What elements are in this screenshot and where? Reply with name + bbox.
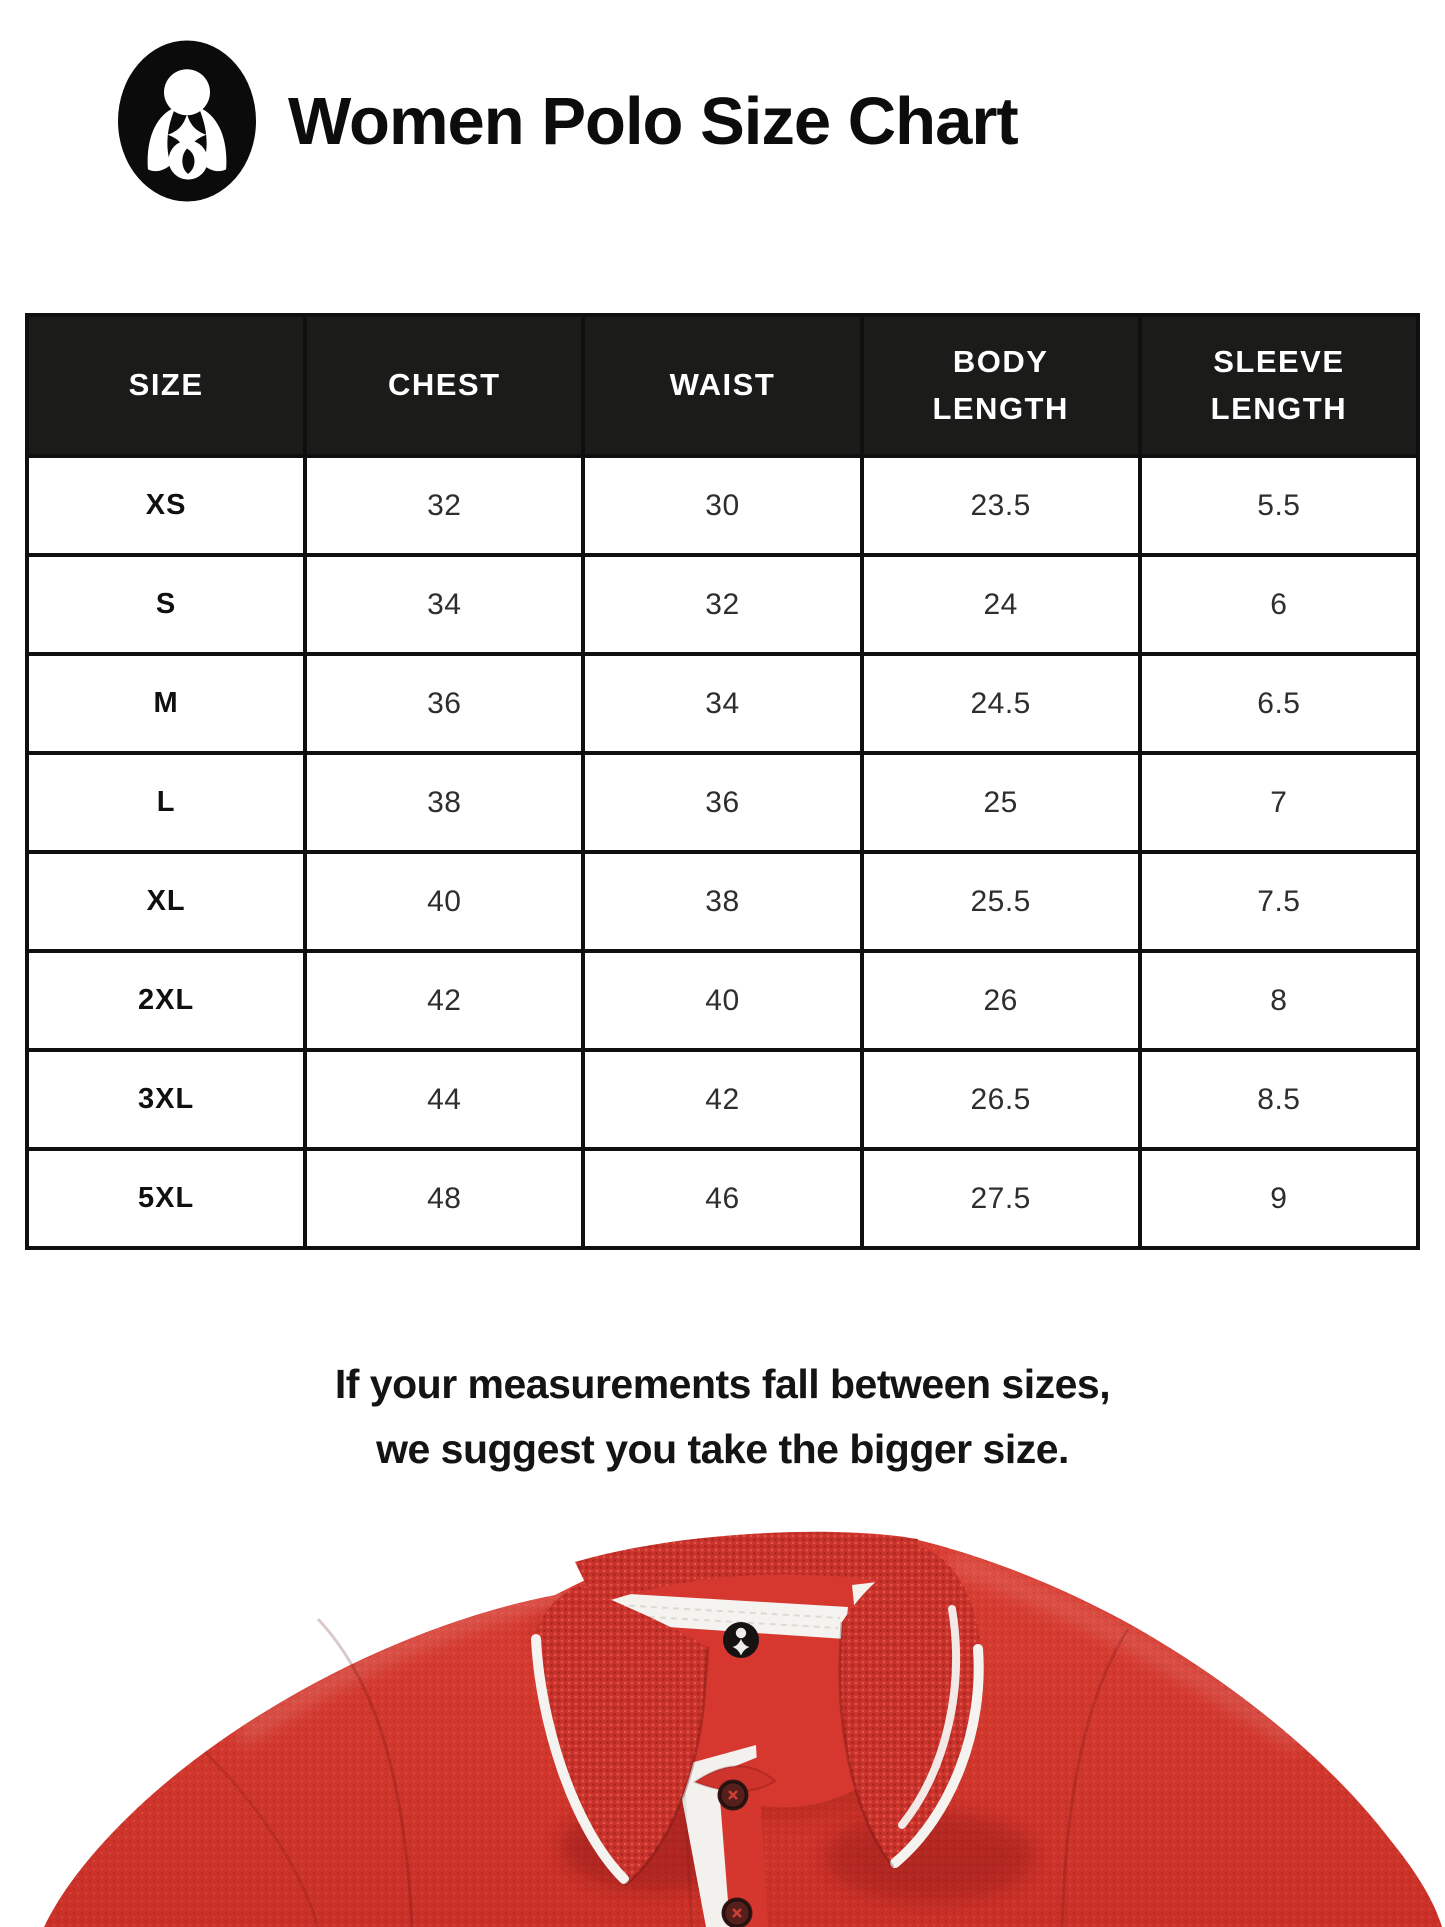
- table-row: [27, 1050, 1418, 1149]
- column-header-chest: CHEST: [305, 315, 583, 456]
- header: [118, 40, 1425, 202]
- waist-cell: 42: [583, 1050, 861, 1149]
- column-header-sleeve-length: SLEEVE LENGTH: [1140, 315, 1418, 456]
- brand-logo-icon: [118, 40, 256, 202]
- size-cell: XL: [27, 852, 305, 951]
- body-length-cell: 24: [862, 555, 1140, 654]
- waist-cell: 40: [583, 951, 861, 1050]
- size-cell: 5XL: [27, 1149, 305, 1248]
- table-row: [27, 753, 1418, 852]
- product-photo: [0, 1527, 1445, 1927]
- sleeve-length-cell: 6: [1140, 555, 1418, 654]
- chest-cell: 38: [305, 753, 583, 852]
- size-cell: M: [27, 654, 305, 753]
- waist-cell: 30: [583, 456, 861, 555]
- note-line-2: we suggest you take the bigger size.: [376, 1425, 1069, 1472]
- size-cell: 3XL: [27, 1050, 305, 1149]
- sleeve-length-cell: 9: [1140, 1149, 1418, 1248]
- chest-cell: 40: [305, 852, 583, 951]
- table-row: [27, 1149, 1418, 1248]
- size-cell: 2XL: [27, 951, 305, 1050]
- chest-cell: 42: [305, 951, 583, 1050]
- waist-cell: 46: [583, 1149, 861, 1248]
- header-row: [27, 315, 1418, 456]
- sleeve-length-cell: 8: [1140, 951, 1418, 1050]
- body-length-cell: 25.5: [862, 852, 1140, 951]
- chest-cell: 32: [305, 456, 583, 555]
- chest-cell: 34: [305, 555, 583, 654]
- body-length-cell: 27.5: [862, 1149, 1140, 1248]
- table-row: [27, 456, 1418, 555]
- table-row: [27, 951, 1418, 1050]
- sleeve-length-cell: 7.5: [1140, 852, 1418, 951]
- body-length-cell: 24.5: [862, 654, 1140, 753]
- sleeve-length-cell: 6.5: [1140, 654, 1418, 753]
- neck-label-logo-icon: [723, 1622, 759, 1658]
- column-header-size: SIZE: [27, 315, 305, 456]
- size-note: [0, 1352, 1445, 1482]
- column-header-body-length: BODY LENGTH: [862, 315, 1140, 456]
- polo-button-icon: [718, 1780, 749, 1811]
- size-table-header: [27, 315, 1418, 456]
- body-length-cell: 26.5: [862, 1050, 1140, 1149]
- body-length-cell: 26: [862, 951, 1140, 1050]
- waist-cell: 32: [583, 555, 861, 654]
- body-length-cell: 25: [862, 753, 1140, 852]
- table-row: [27, 555, 1418, 654]
- table-row: [27, 654, 1418, 753]
- sleeve-length-cell: 5.5: [1140, 456, 1418, 555]
- size-cell: XS: [27, 456, 305, 555]
- chest-cell: 48: [305, 1149, 583, 1248]
- size-cell: S: [27, 555, 305, 654]
- page-title: Women Polo Size Chart: [288, 83, 1018, 159]
- chest-cell: 44: [305, 1050, 583, 1149]
- waist-cell: 36: [583, 753, 861, 852]
- sleeve-length-cell: 7: [1140, 753, 1418, 852]
- sleeve-length-cell: 8.5: [1140, 1050, 1418, 1149]
- waist-cell: 38: [583, 852, 861, 951]
- chest-cell: 36: [305, 654, 583, 753]
- size-cell: L: [27, 753, 305, 852]
- body-length-cell: 23.5: [862, 456, 1140, 555]
- column-header-waist: WAIST: [583, 315, 861, 456]
- note-line-1: If your measurements fall between sizes,: [334, 1361, 1111, 1407]
- size-table: [25, 313, 1420, 1250]
- table-row: [27, 852, 1418, 951]
- waist-cell: 34: [583, 654, 861, 753]
